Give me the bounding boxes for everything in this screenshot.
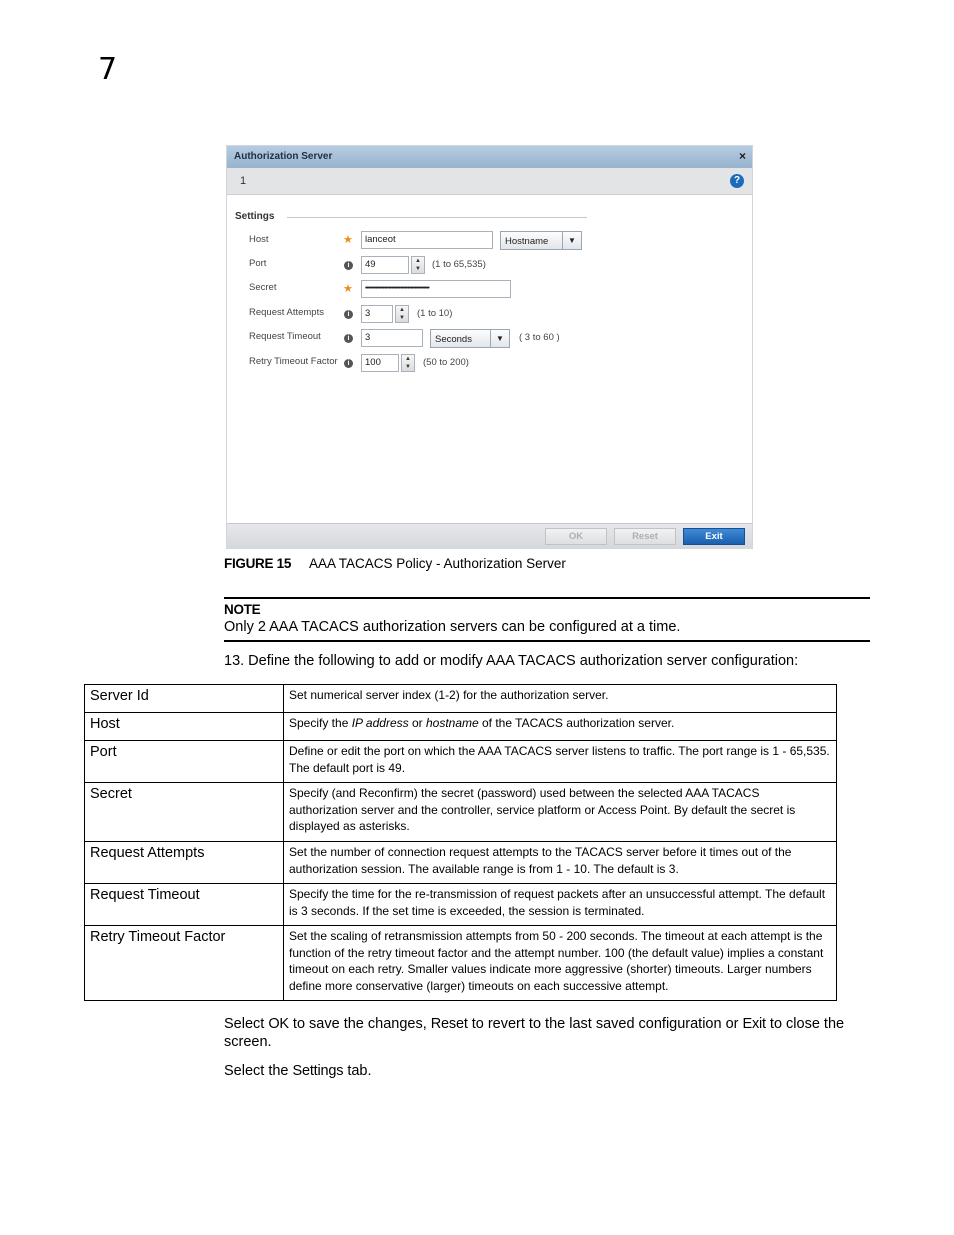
port-range-hint: (1 to 65,535)	[432, 259, 486, 270]
figure-title: AAA TACACS Policy - Authorization Server	[309, 556, 566, 571]
settings-divider	[287, 217, 587, 218]
secret-input[interactable]: ••••••••••••••••••••••••••••••••••••••••••••	[361, 280, 511, 298]
table-row	[85, 741, 837, 783]
host-type-value: Hostname	[505, 236, 549, 247]
exit-term: Exit	[742, 1016, 766, 1032]
note-text: Only 2 AAA TACACS authorization servers can be configured at a time.	[224, 619, 681, 635]
retry-timeout-factor-label: Retry Timeout Factor	[249, 356, 338, 367]
param-description: Define or edit the port on which the AAA TACACS server listens to traffic. The port range is 1 - 65,535. The default port is 49.	[284, 741, 837, 783]
param-description-part: of the TACACS authorization server.	[478, 716, 675, 730]
chevron-down-icon: ▼	[490, 330, 509, 347]
host-type-select[interactable]	[500, 231, 582, 250]
text-part: Select	[224, 1016, 269, 1032]
text-part: to close the screen.	[224, 1016, 845, 1050]
port-input[interactable]: 49	[361, 256, 409, 274]
paragraph-settings	[224, 1062, 864, 1080]
help-icon[interactable]: ?	[730, 174, 744, 188]
retry-timeout-factor-input[interactable]: 100	[361, 354, 399, 372]
server-id-bar	[227, 168, 752, 195]
info-icon: i	[344, 261, 353, 270]
port-stepper[interactable]	[411, 256, 425, 274]
info-icon: i	[344, 310, 353, 319]
table-row	[85, 783, 837, 842]
chapter-number: 7	[98, 52, 118, 87]
host-label: Host	[249, 234, 269, 245]
text-part: tab.	[343, 1063, 372, 1079]
stepper-down-icon: ▼	[415, 266, 421, 272]
param-description: Specify the time for the re-transmission of request packets after an unsuccessful attempt. The default is 3 seconds. If the set time is exceeded, the session is terminated.	[284, 884, 837, 926]
dialog-title-bar	[227, 146, 752, 168]
reset-term: Reset	[430, 1016, 468, 1032]
param-description: Set the scaling of retransmission attempts from 50 - 200 seconds. The timeout at each attempt is the function of the retry timeout factor and the attempt number. 100 (the default value) implies a constant timeout on each retry. Smaller values indicate more aggressive (shorter) timeouts. Larger numbers define more conservative (larger) timeouts on each successive attempt.	[284, 926, 837, 1001]
param-description: Set numerical server index (1-2) for the authorization server.	[284, 685, 837, 713]
retry-timeout-factor-stepper[interactable]	[401, 354, 415, 372]
note-divider-top	[224, 597, 870, 599]
param-name: Secret	[85, 783, 284, 842]
table-row	[85, 842, 837, 884]
request-attempts-stepper[interactable]	[395, 305, 409, 323]
param-name: Server Id	[85, 685, 284, 713]
param-description	[284, 713, 837, 741]
note-divider-bottom	[224, 640, 870, 642]
stepper-up-icon: ▲	[405, 356, 411, 362]
param-description-em: hostname	[425, 716, 479, 730]
step-13: 13. Define the following to add or modify AAA TACACS authorization server configuration:	[224, 653, 799, 669]
figure-caption	[224, 556, 566, 571]
request-timeout-unit-value: Seconds	[435, 334, 472, 345]
table-row	[85, 713, 837, 741]
stepper-down-icon: ▼	[405, 364, 411, 370]
dialog-footer	[227, 523, 752, 549]
param-description-em: IP address	[351, 716, 409, 730]
stepper-up-icon: ▲	[399, 307, 405, 313]
param-name: Retry Timeout Factor	[85, 926, 284, 1001]
text-part: to revert to the last saved configuration or	[467, 1016, 743, 1032]
table-row	[85, 926, 837, 1001]
exit-button[interactable]: Exit	[683, 528, 745, 545]
param-description: Set the number of connection request attempts to the TACACS server before it times out of the authorization session. The available range is from 1 - 10. The default is 3.	[284, 842, 837, 884]
param-description-part: Specify the	[289, 716, 352, 730]
retry-timeout-factor-hint: (50 to 200)	[423, 357, 469, 368]
request-timeout-label: Request Timeout	[249, 331, 321, 342]
table-row	[85, 685, 837, 713]
reset-button[interactable]: Reset	[614, 528, 676, 545]
parameter-table	[84, 684, 837, 1001]
stepper-down-icon: ▼	[399, 315, 405, 321]
param-name: Request Attempts	[85, 842, 284, 884]
request-attempts-hint: (1 to 10)	[417, 308, 453, 319]
server-id-value: 1	[240, 175, 247, 187]
info-icon: i	[344, 359, 353, 368]
param-name: Host	[85, 713, 284, 741]
param-description-part: or	[408, 716, 426, 730]
required-star-icon: ★	[343, 283, 353, 295]
paragraph-buttons	[224, 1015, 864, 1051]
info-icon: i	[344, 334, 353, 343]
text-part: Select the	[224, 1063, 293, 1079]
dialog-title: Authorization Server	[234, 151, 333, 162]
request-timeout-unit-select[interactable]	[430, 329, 510, 348]
table-row	[85, 884, 837, 926]
port-label: Port	[249, 258, 267, 269]
host-input[interactable]: lanceot	[361, 231, 493, 249]
ok-term: OK	[268, 1016, 289, 1032]
chevron-down-icon: ▼	[562, 232, 581, 249]
authorization-server-dialog	[226, 145, 753, 549]
required-star-icon: ★	[343, 234, 353, 246]
note-heading: NOTE	[224, 602, 261, 617]
figure-number: FIGURE 15	[224, 556, 292, 571]
stepper-up-icon: ▲	[415, 258, 421, 264]
secret-label: Secret	[249, 282, 277, 293]
request-attempts-input[interactable]: 3	[361, 305, 393, 323]
settings-term: Settings	[292, 1063, 344, 1079]
request-timeout-input[interactable]: 3	[361, 329, 423, 347]
request-timeout-hint: ( 3 to 60 )	[519, 332, 560, 343]
ok-button[interactable]: OK	[545, 528, 607, 545]
param-description: Specify (and Reconfirm) the secret (password) used between the selected AAA TACACS authorization server and the controller, service platform or Access Point. By default the secret is displayed as asterisks.	[284, 783, 837, 842]
close-icon[interactable]: ×	[738, 149, 746, 163]
settings-section-label: Settings	[235, 211, 275, 222]
text-part: to save the changes,	[288, 1016, 431, 1032]
request-attempts-label: Request Attempts	[249, 307, 324, 318]
param-name: Request Timeout	[85, 884, 284, 926]
param-name: Port	[85, 741, 284, 783]
